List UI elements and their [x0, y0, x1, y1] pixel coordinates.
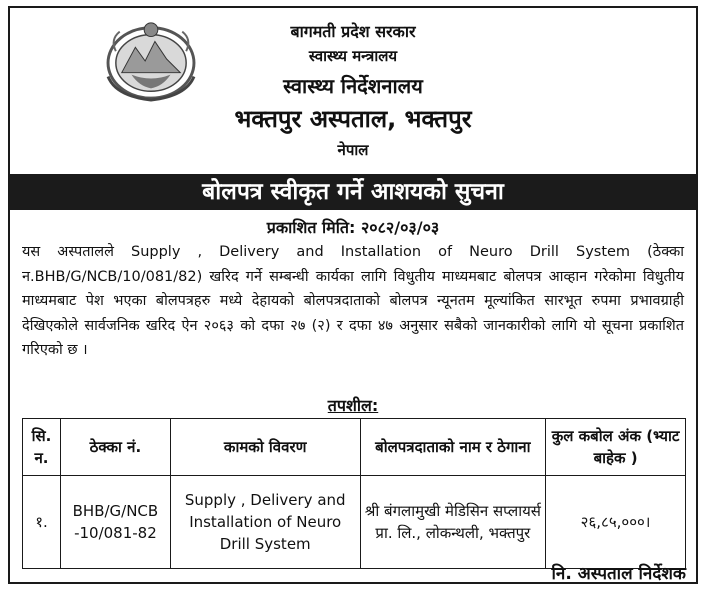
- col-header-sn: सि. न.: [23, 419, 61, 476]
- notice-body: यस अस्पतालले Supply , Delivery and Installation of Neuro Drill System (ठेक्का न.BHB/G/NCB/10/081/82) खरिद गर्ने सम्बन्धी कार्यका लागि विधुतीय माध्यमबाट बोलपत्र आव्हान गरेकोमा विधुतीय माध्यमबाट पेश भएका बोलपत्रहरु मध्ये देहायको बोलपत्रदाताको बोलपत्र न्यूनतम मूल्यांकित सारभूत रुपमा प्रभावग्राही देखिएकोले सार्वजनिक खरिद ऐन २०६३ को दफा २७ (२) र दफा ४७ अनुसार सबैको जानकारीको लागि यो सूचना प्रकाशित गरिएको छ ।: [22, 244, 684, 358]
- header-ministry: स्वास्थ्य मन्त्रालय: [308, 47, 398, 65]
- cell-bidder: श्री बंगलामुखी मेडिसिन सप्लायर्स प्रा. लि., लोकन्थली, भक्तपुर: [360, 476, 546, 569]
- table-row: [23, 476, 686, 569]
- header-country: नेपाल: [337, 141, 369, 159]
- details-heading: तपशील:: [327, 396, 379, 415]
- header-province: बागमती प्रदेश सरकार: [290, 22, 416, 41]
- award-table: [22, 418, 686, 569]
- published-date: प्रकाशित मिति: २०८२/०३/०३: [266, 218, 440, 237]
- cell-description: Supply , Delivery and Installation of Neuro Drill System: [170, 476, 360, 569]
- header-directorate: स्वास्थ्य निर्देशनालय: [283, 74, 423, 98]
- table-header-row: [23, 419, 686, 476]
- col-header-description: कामको विवरण: [170, 419, 360, 476]
- signatory: नि. अस्पताल निर्देशक: [551, 564, 686, 584]
- notice-frame: [8, 6, 698, 584]
- cell-sn: १.: [23, 476, 61, 569]
- col-header-contract-no: ठेक्का नं.: [60, 419, 170, 476]
- col-header-amount: कुल कबोल अंक (भ्याट बाहेक ): [546, 419, 686, 476]
- header-hospital: भक्तपुर अस्पताल, भक्तपुर: [234, 105, 472, 133]
- cell-contract-no: BHB/G/NCB -10/081-82: [60, 476, 170, 569]
- cell-amount: २६,८५,०००।: [546, 476, 686, 569]
- col-header-bidder: बोलपत्रदाताको नाम र ठेगाना: [360, 419, 546, 476]
- notice-title-banner: बोलपत्र स्वीकृत गर्ने आशयको सुचना: [10, 174, 696, 210]
